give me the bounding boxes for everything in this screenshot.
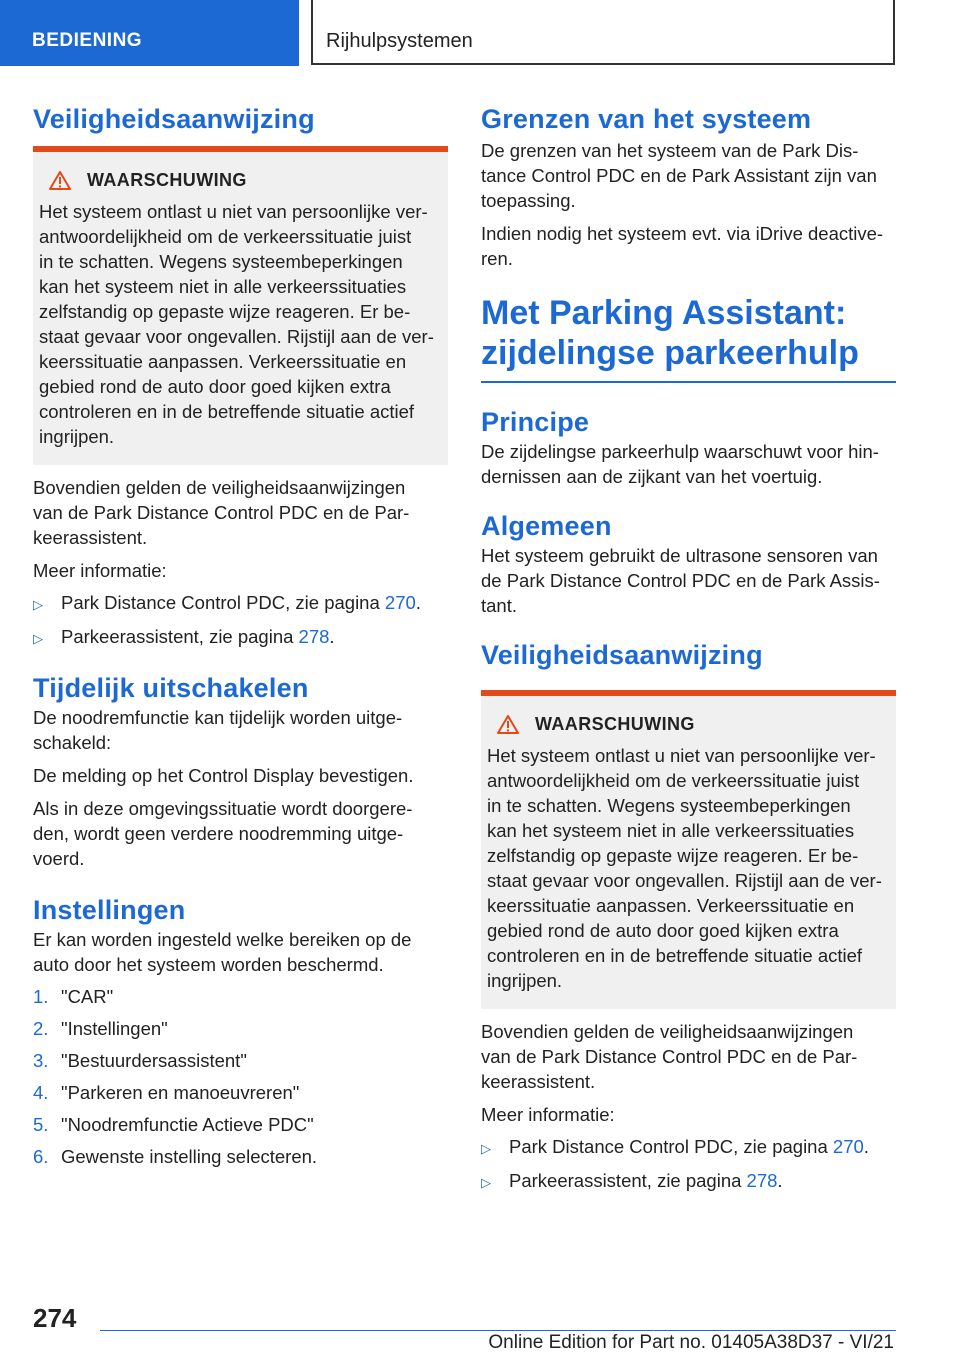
body-line: de Park Distance Control PDC en de Park Assis- xyxy=(481,570,880,591)
heading-safety-right: Veiligheidsaanwijzing xyxy=(481,640,763,670)
body-line: Er kan worden ingesteld welke bereiken op de xyxy=(33,929,412,950)
body-line: Indien nodig het systeem evt. via iDrive deactive- xyxy=(481,223,884,244)
list-item xyxy=(481,1168,896,1195)
step-number: 5. xyxy=(33,1114,49,1135)
warning-line: in te schatten. Wegens systeembeperkingen xyxy=(39,251,403,272)
triangle-bullet-icon: ▷ xyxy=(481,1175,491,1190)
body-line: schakeld: xyxy=(33,732,112,753)
warning-line: controleren en in de betreffende situatie actief xyxy=(39,401,415,422)
step-item xyxy=(33,1112,448,1137)
warning-triangle-icon xyxy=(497,715,519,734)
step-number: 4. xyxy=(33,1082,49,1103)
step-item xyxy=(33,984,448,1009)
body-line: van de Park Distance Control PDC en de Par- xyxy=(33,502,410,523)
step-item xyxy=(33,1048,448,1073)
heading-general: Algemeen xyxy=(481,511,612,541)
body-line: De zijdelingse parkeerhulp waarschuwt voor hin- xyxy=(481,441,879,462)
bullet-end: . xyxy=(415,592,421,613)
body-line: Bovendien gelden de veiligheidsaanwijzingen xyxy=(481,1021,854,1042)
heading-safety-left: Veiligheidsaanwijzing xyxy=(33,104,315,134)
warning-line: antwoordelijkheid om de verkeerssituatie juist xyxy=(39,226,412,247)
warning-box-left xyxy=(33,146,448,465)
warning-line: in te schatten. Wegens systeembeperkingen xyxy=(487,795,851,816)
step-item xyxy=(33,1080,448,1105)
more-info-label: Meer informatie: xyxy=(481,1104,615,1125)
triangle-bullet-icon: ▷ xyxy=(481,1141,491,1156)
warning-line: keerssituatie aanpassen. Verkeerssituatie en xyxy=(39,351,407,372)
body-line: ren. xyxy=(481,248,513,269)
step-text: "Bestuurdersassistent" xyxy=(61,1050,247,1071)
step-item xyxy=(33,1016,448,1041)
warning-line: gebied rond de auto door goed kijken extra xyxy=(487,920,839,941)
header-divider-right xyxy=(893,0,895,64)
page-link[interactable]: 270 xyxy=(384,592,416,613)
warning-line: kan het systeem niet in alle verkeerssituaties xyxy=(487,820,855,841)
warning-line: antwoordelijkheid om de verkeerssituatie juist xyxy=(487,770,860,791)
body-line: auto door het systeem worden beschermd. xyxy=(33,954,384,975)
body-line: De grenzen van het systeem van de Park Dis- xyxy=(481,140,859,161)
warning-line: gebied rond de auto door goed kijken extra xyxy=(39,376,391,397)
main-heading-line: Met Parking Assistant: xyxy=(481,294,847,332)
warning-line: zelfstandig op gepaste wijze reageren. Er be- xyxy=(487,845,859,866)
temp-more xyxy=(33,796,448,871)
right-column xyxy=(481,100,896,1195)
bullet-text: Park Distance Control PDC, zie pagina xyxy=(509,1136,833,1157)
step-item xyxy=(33,1144,448,1169)
chapter-title: Rijhulpsystemen xyxy=(326,30,473,52)
heading-rule xyxy=(481,381,896,383)
body-line: van de Park Distance Control PDC en de Par- xyxy=(481,1046,858,1067)
step-text: "CAR" xyxy=(61,986,114,1007)
warning-line: kan het systeem niet in alle verkeerssituaties xyxy=(39,276,407,297)
warning-triangle-icon xyxy=(49,171,71,190)
body-line: den, wordt geen verdere noodremming uitge- xyxy=(33,823,404,844)
body-line: tant. xyxy=(481,595,517,616)
warning-label: WAARSCHUWING xyxy=(87,170,247,190)
section-label: BEDIENING xyxy=(32,30,143,51)
footer-rule xyxy=(100,1330,896,1331)
body-line: voerd. xyxy=(33,848,85,869)
bullet-end: . xyxy=(777,1170,783,1191)
safety-note-left xyxy=(33,475,448,550)
body-line: De melding op het Control Display bevestigen. xyxy=(33,765,414,786)
warning-line: keerssituatie aanpassen. Verkeerssituatie en xyxy=(487,895,855,916)
step-text: Gewenste instelling selecteren. xyxy=(61,1146,318,1167)
body-line: keerassistent. xyxy=(481,1071,596,1092)
safety-note-right xyxy=(481,1019,896,1094)
warning-line: ingrijpen. xyxy=(487,970,563,991)
step-number: 3. xyxy=(33,1050,49,1071)
body-line: toepassing. xyxy=(481,190,576,211)
warning-line: zelfstandig op gepaste wijze reageren. Er be- xyxy=(39,301,411,322)
header-divider-left xyxy=(311,0,313,64)
warning-line: staat gevaar voor ongevallen. Rijstijl aan de ver- xyxy=(487,870,882,891)
body-line: Als in deze omgevingssituatie wordt doorgere- xyxy=(33,798,413,819)
warning-header xyxy=(487,714,888,735)
body-line: keerassistent. xyxy=(33,527,148,548)
bullet-text: Park Distance Control PDC, zie pagina xyxy=(61,592,385,613)
body-line: Het systeem gebruikt de ultrasone sensoren van xyxy=(481,545,878,566)
bullet-end: . xyxy=(863,1136,869,1157)
warning-header xyxy=(39,170,440,191)
bullet-text: Parkeerassistent, zie pagina xyxy=(509,1170,747,1191)
idrive-note xyxy=(481,221,896,271)
more-info-label: Meer informatie: xyxy=(33,560,167,581)
body-line: De noodremfunctie kan tijdelijk worden uitge- xyxy=(33,707,403,728)
warning-line: Het systeem ontlast u niet van persoonlijke ver- xyxy=(487,745,876,766)
step-text: "Parkeren en manoeuvreren" xyxy=(61,1082,300,1103)
section-tab xyxy=(0,0,299,66)
main-heading-line: zijdelingse parkeerhulp xyxy=(481,334,859,372)
step-number: 2. xyxy=(33,1018,49,1039)
warning-line: ingrijpen. xyxy=(39,426,115,447)
step-number: 1. xyxy=(33,986,49,1007)
heading-settings: Instellingen xyxy=(33,895,186,925)
warning-line: controleren en in de betreffende situatie actief xyxy=(487,945,863,966)
header-underline xyxy=(311,63,895,65)
heading-system-limits: Grenzen van het systeem xyxy=(481,104,812,134)
warning-box-right xyxy=(481,690,896,1009)
list-item xyxy=(33,590,448,617)
warning-label: WAARSCHUWING xyxy=(535,714,695,734)
left-column xyxy=(33,100,448,1169)
page-number: 274 xyxy=(33,1303,77,1333)
step-text: "Instellingen" xyxy=(61,1018,168,1039)
page-link[interactable]: 270 xyxy=(832,1136,864,1157)
warning-line: staat gevaar voor ongevallen. Rijstijl aan de ver- xyxy=(39,326,434,347)
bullet-text: Parkeerassistent, zie pagina xyxy=(61,626,299,647)
main-section-heading xyxy=(481,293,896,383)
list-item xyxy=(33,624,448,651)
page-link[interactable]: 278 xyxy=(298,626,330,647)
warning-line: Het systeem ontlast u niet van persoonlijke ver- xyxy=(39,201,428,222)
body-line: tance Control PDC en de Park Assistant zijn van xyxy=(481,165,877,186)
bullet-end: . xyxy=(329,626,335,647)
edition-note: Online Edition for Part no. 01405A38D37 - VI/21 xyxy=(488,1332,894,1353)
body-line: Bovendien gelden de veiligheidsaanwijzingen xyxy=(33,477,406,498)
triangle-bullet-icon: ▷ xyxy=(33,631,43,646)
step-text: "Noodremfunctie Actieve PDC" xyxy=(61,1114,314,1135)
list-item xyxy=(481,1134,896,1161)
settings-steps xyxy=(33,984,448,1169)
step-number: 6. xyxy=(33,1146,49,1167)
triangle-bullet-icon: ▷ xyxy=(33,597,43,612)
heading-principle: Principe xyxy=(481,407,590,437)
heading-temporarily-disable: Tijdelijk uitschakelen xyxy=(33,673,309,703)
page-link[interactable]: 278 xyxy=(746,1170,778,1191)
body-line: dernissen aan de zijkant van het voertuig. xyxy=(481,466,823,487)
